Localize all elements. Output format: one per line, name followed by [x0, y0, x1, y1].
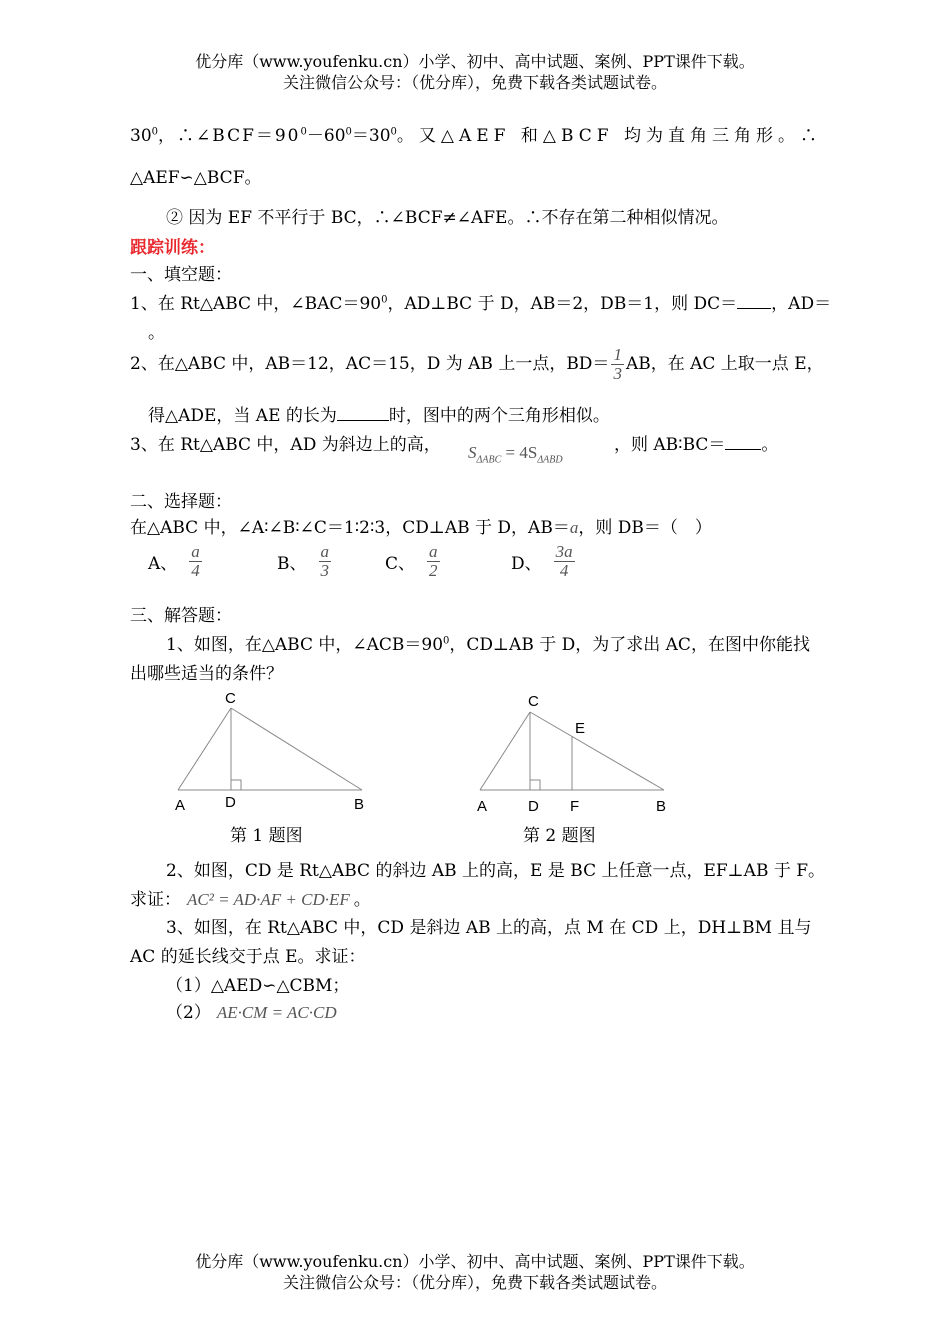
right-angle-mark	[231, 780, 241, 790]
s1-question-3: 3、在 Rt△ABC 中，AD 为斜边上的高，	[130, 435, 441, 455]
s3-question-3-part-1: （1）△AED∽△CBM；	[166, 976, 350, 996]
intro-line-2: △AEF∽△BCF。	[130, 168, 262, 188]
figure-2	[472, 688, 682, 820]
right-angle-mark	[530, 780, 540, 790]
s1-question-2: 2、在△ABC 中，AB＝12，AC＝15，D 为 AB 上一点，BD＝ $\frac{1}{3}$ AB，在 AC 上取一点 E，	[130, 345, 824, 383]
answer-blank	[725, 435, 761, 450]
s3-question-2-line-2: 求证： AC² = AD·AF + CD·EF 。	[130, 890, 371, 910]
option-c[interactable]: C、 $\frac{a}{2}$	[385, 542, 438, 580]
intro-line-1: $30^0$，$\therefore\angle BCF=90^0-60^0=30^0$。又△AEF 和△BCF 均为直角三角形。∴	[130, 126, 822, 146]
s3-question-2: 2、如图，CD 是 Rt△ABC 的斜边 AB 上的高，E 是 BC 上任意一点，EF⊥AB 于 F。	[166, 861, 826, 881]
s3-question-3: 3、如图，在 Rt△ABC 中，CD 是斜边 AB 上的高，点 M 在 CD 上，DH⊥BM 且与	[166, 918, 812, 938]
s1-question-2-line-2: 得△ADE，当 AE 的长为 时，图中的两个三角形相似。	[148, 406, 610, 426]
area-formula: $S_{\Delta ABC} = 4S_{\Delta ABD}$	[468, 443, 563, 466]
s3-question-1-line-2: 出哪些适当的条件？	[130, 664, 283, 684]
answer-blank	[737, 294, 771, 309]
section2-title: 二、选择题：	[130, 492, 232, 512]
label-a: A	[477, 798, 488, 815]
segment-ac	[178, 708, 231, 790]
s3-question-3-line-2: AC 的延长线交于点 E。求证：	[130, 947, 366, 967]
label-b: B	[354, 796, 365, 813]
s3-question-1: 1、如图，在△ABC 中，$\angle ACB=90^0$，CD⊥AB 于 D，为了求出 AC，在图中你能找	[166, 635, 810, 655]
proof-formula: AC² = AD·AF + CD·EF	[187, 890, 350, 909]
answer-blank	[337, 406, 389, 421]
s1-question-3-end: ，则 AB∶BC＝ 。	[614, 435, 779, 455]
label-c: C	[225, 690, 236, 707]
figure-2-caption: 第 2 题图	[523, 826, 596, 846]
track-title: 跟踪训练：	[130, 238, 215, 258]
s1-question-1-end: 。	[148, 323, 165, 343]
label-d: D	[528, 798, 539, 815]
option-b[interactable]: B、 $\frac{a}{3}$	[277, 542, 329, 580]
s1-question-1: 1、在 Rt△ABC 中，$\angle BAC=90^0$，AD⊥BC 于 D，AB＝2，DB＝1，则 DC＝ ，AD＝	[130, 294, 832, 314]
figure-1-caption: 第 1 题图	[230, 826, 303, 846]
label-d: D	[225, 794, 236, 811]
option-d[interactable]: D、 $\frac{3a}{4}$	[511, 542, 573, 580]
label-e: E	[575, 720, 586, 737]
header-line-1: 优分库（www.youfenku.cn）小学、初中、高中试题、案例、PPT课件下载。	[195, 52, 755, 71]
intro-line-3: ② 因为 EF 不平行于 BC，∴∠BCF≠∠AFE。∴不存在第二种相似情况。	[166, 208, 729, 228]
figure-1	[170, 684, 380, 820]
section1-title: 一、填空题：	[130, 265, 232, 285]
label-f: F	[570, 798, 580, 815]
label-b: B	[656, 798, 667, 815]
label-c: C	[528, 693, 539, 710]
segment-cb	[530, 712, 664, 790]
section3-title: 三、解答题：	[130, 606, 232, 626]
fraction-one-third: $\frac{1}{3}$	[613, 345, 622, 383]
footer-line-2: 关注微信公众号：（优分库），免费下载各类试题试卷。	[282, 1273, 667, 1292]
segment-cb	[231, 708, 362, 790]
label-a: A	[175, 797, 186, 814]
footer-line-1: 优分库（www.youfenku.cn）小学、初中、高中试题、案例、PPT课件下载。	[195, 1252, 755, 1271]
s2-question: 在△ABC 中，∠A∶∠B∶∠C＝1∶2∶3，CD⊥AB 于 D，AB＝a，则 DB＝（ ）	[130, 518, 712, 538]
segment-ac	[480, 712, 530, 790]
option-a[interactable]: A、 $\frac{a}{4}$	[148, 542, 200, 580]
s3-question-3-part-2: （2） AE·CM = AC·CD	[166, 1003, 337, 1023]
header-line-2: 关注微信公众号：（优分库），免费下载各类试题试卷。	[282, 73, 667, 92]
